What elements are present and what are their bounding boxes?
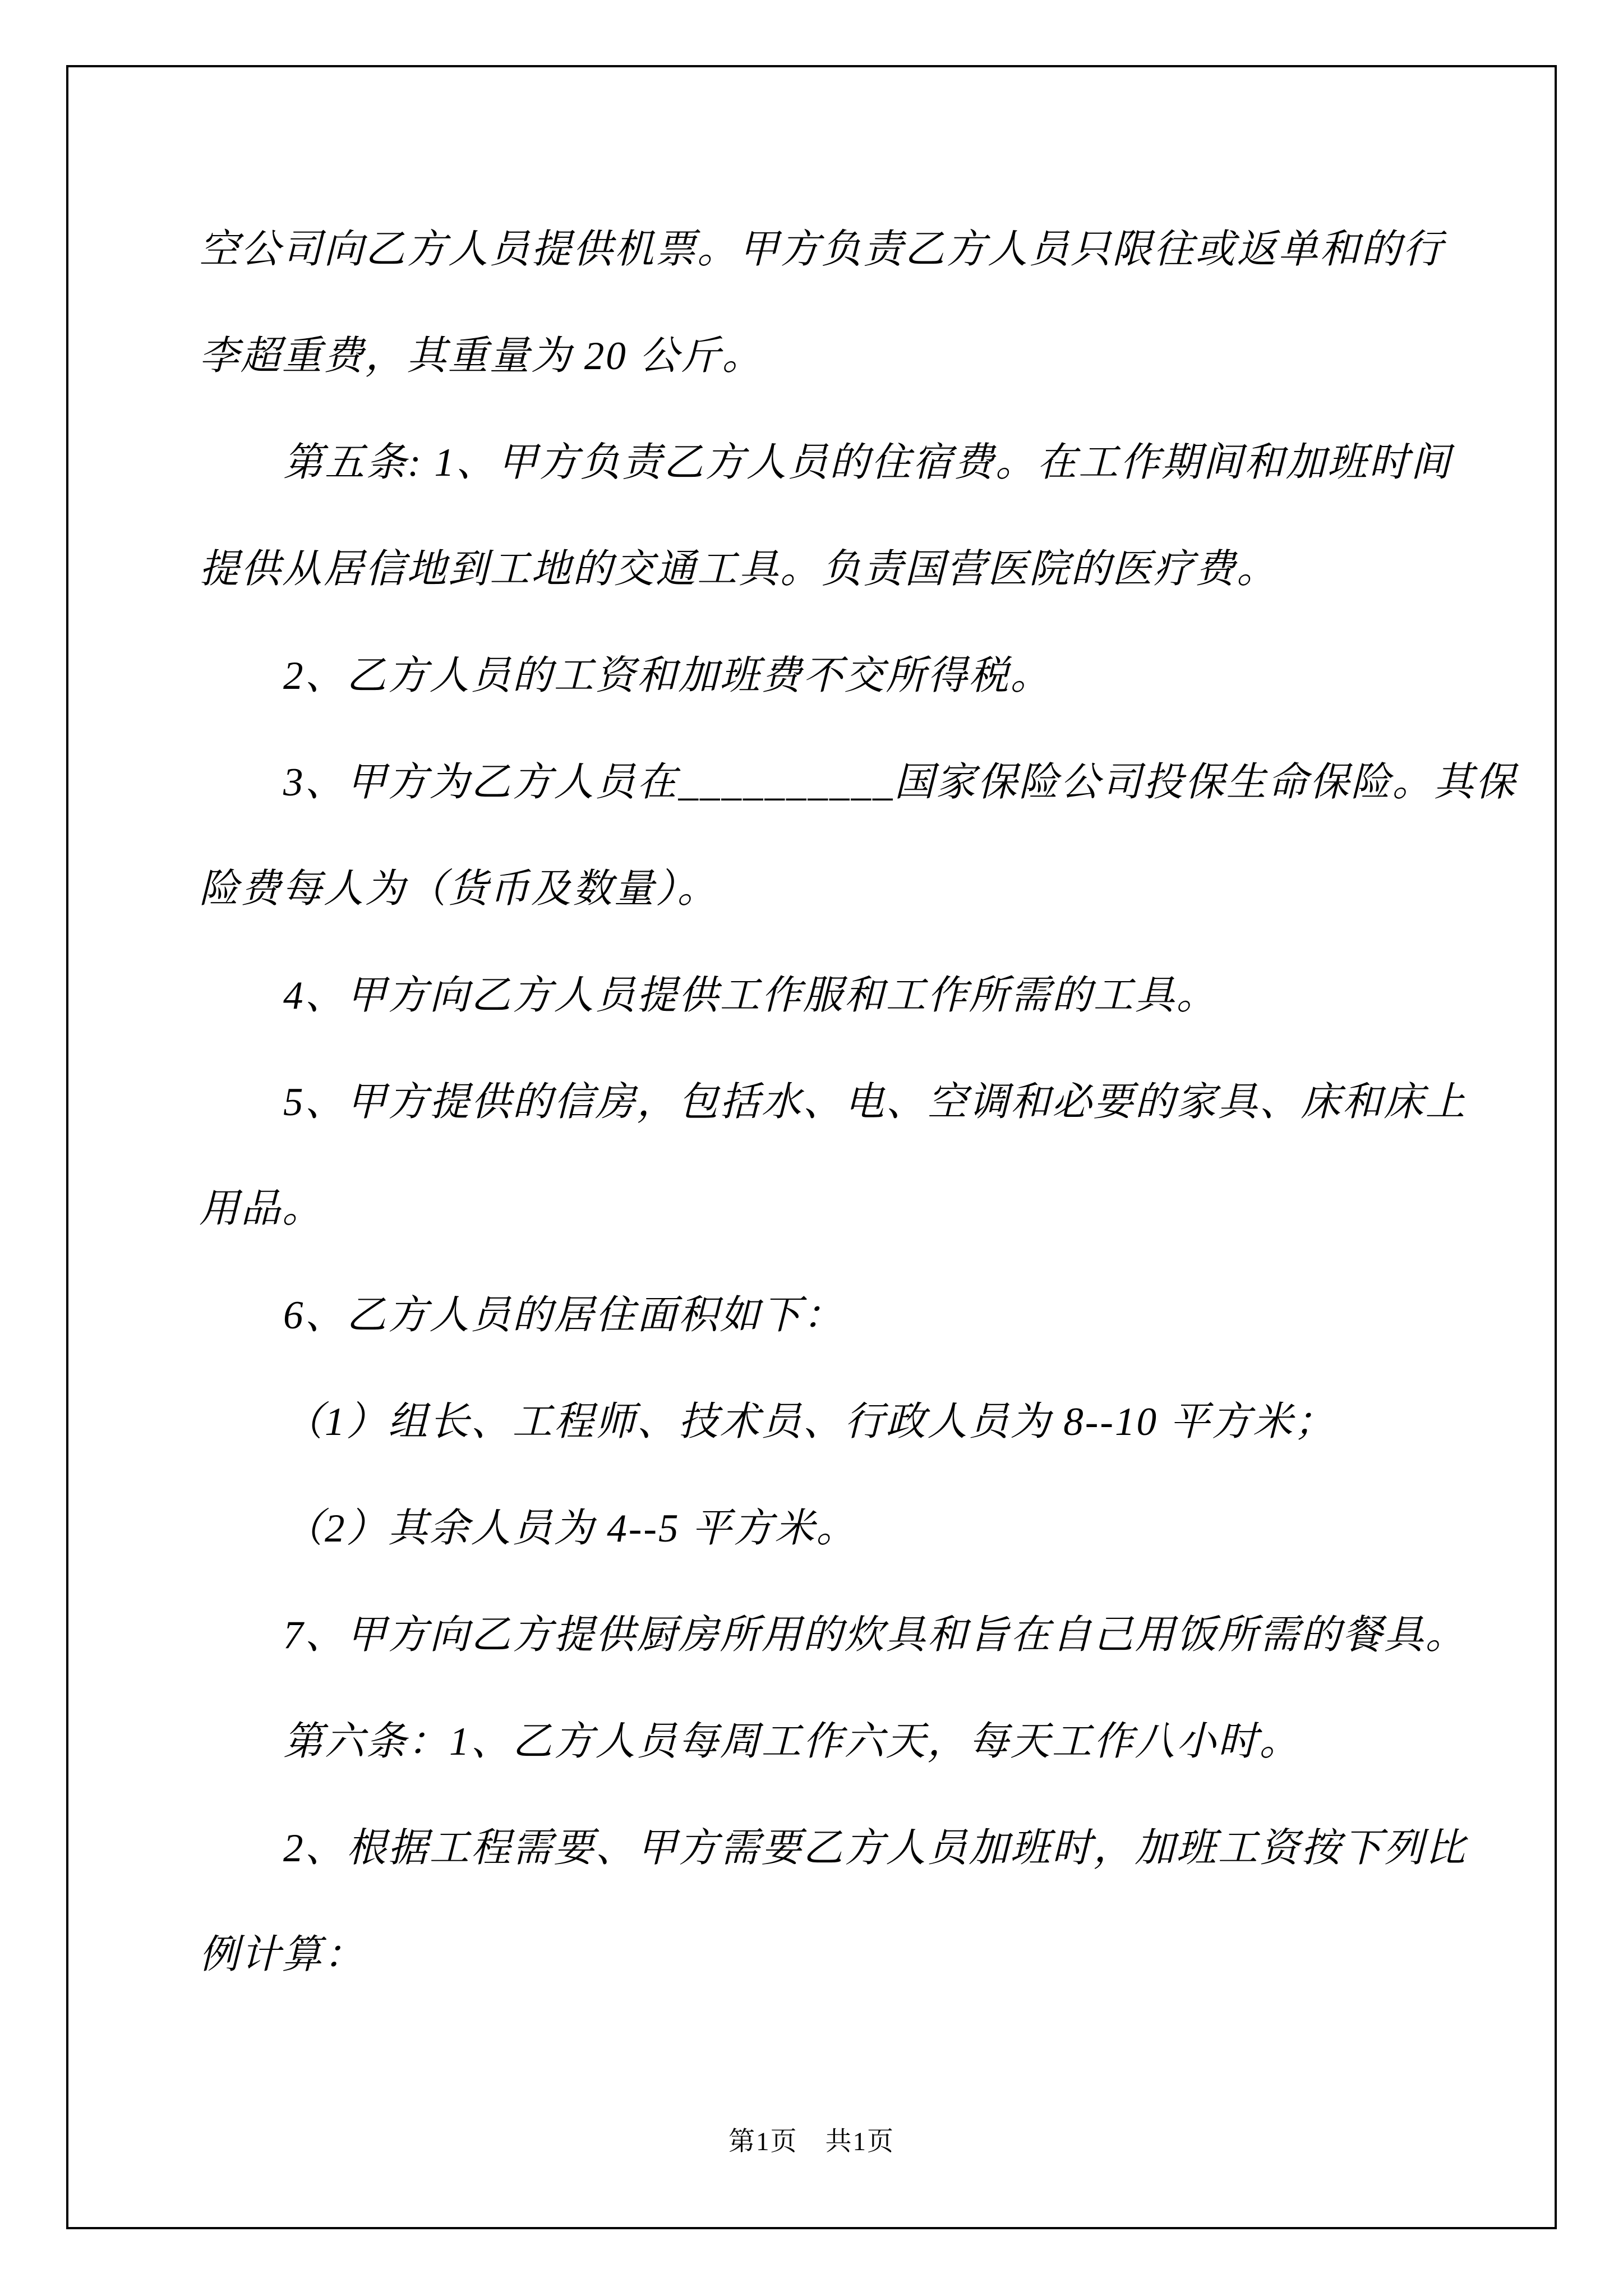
text-line: 7、甲方向乙方提供厨房所用的炊具和旨在自己用饭所需的餐具。 bbox=[283, 1613, 1467, 1657]
contract-body-text bbox=[199, 196, 1517, 2008]
text-line: （1）组长、工程师、技术员、行政人员为 8--10 平方米； bbox=[283, 1400, 1336, 1444]
text-line: 提供从居信地到工地的交通工具。负责国营医院的医疗费。 bbox=[199, 547, 1279, 591]
text-line: 5、甲方提供的信房，包括水、电、空调和必要的家具、床和床上 bbox=[283, 1080, 1467, 1124]
text-line: （2）其余人员为 4--5 平方米。 bbox=[283, 1507, 858, 1550]
text-line: 第六条：1、乙方人员每周工作六天，每天工作八小时。 bbox=[283, 1720, 1301, 1764]
text-line: 2、根据工程需要、甲方需要乙方人员加班时，加班工资按下列比 bbox=[283, 1826, 1467, 1870]
text-line: 空公司向乙方人员提供机票。甲方负责乙方人员只限往或返单和的行 bbox=[199, 228, 1445, 272]
text-line: 3、甲方为乙方人员在__________国家保险公司投保生命保险。其保 bbox=[283, 761, 1517, 804]
text-line: 第五条: 1、甲方负责乙方人员的住宿费。在工作期间和加班时间 bbox=[283, 441, 1452, 485]
text-line: 2、乙方人员的工资和加班费不交所得税。 bbox=[283, 654, 1052, 698]
text-line: 用品。 bbox=[199, 1187, 324, 1231]
page-footer: 第1页 共1页 bbox=[728, 2127, 895, 2156]
text-line: 6、乙方人员的居住面积如下： bbox=[283, 1294, 845, 1337]
text-line: 4、甲方向乙方人员提供工作服和工作所需的工具。 bbox=[283, 974, 1218, 1018]
text-line: 险费每人为（货币及数量）。 bbox=[199, 867, 719, 911]
text-line: 李超重费，其重量为 20 公斤。 bbox=[199, 334, 764, 378]
text-line: 例计算： bbox=[199, 1933, 366, 1977]
